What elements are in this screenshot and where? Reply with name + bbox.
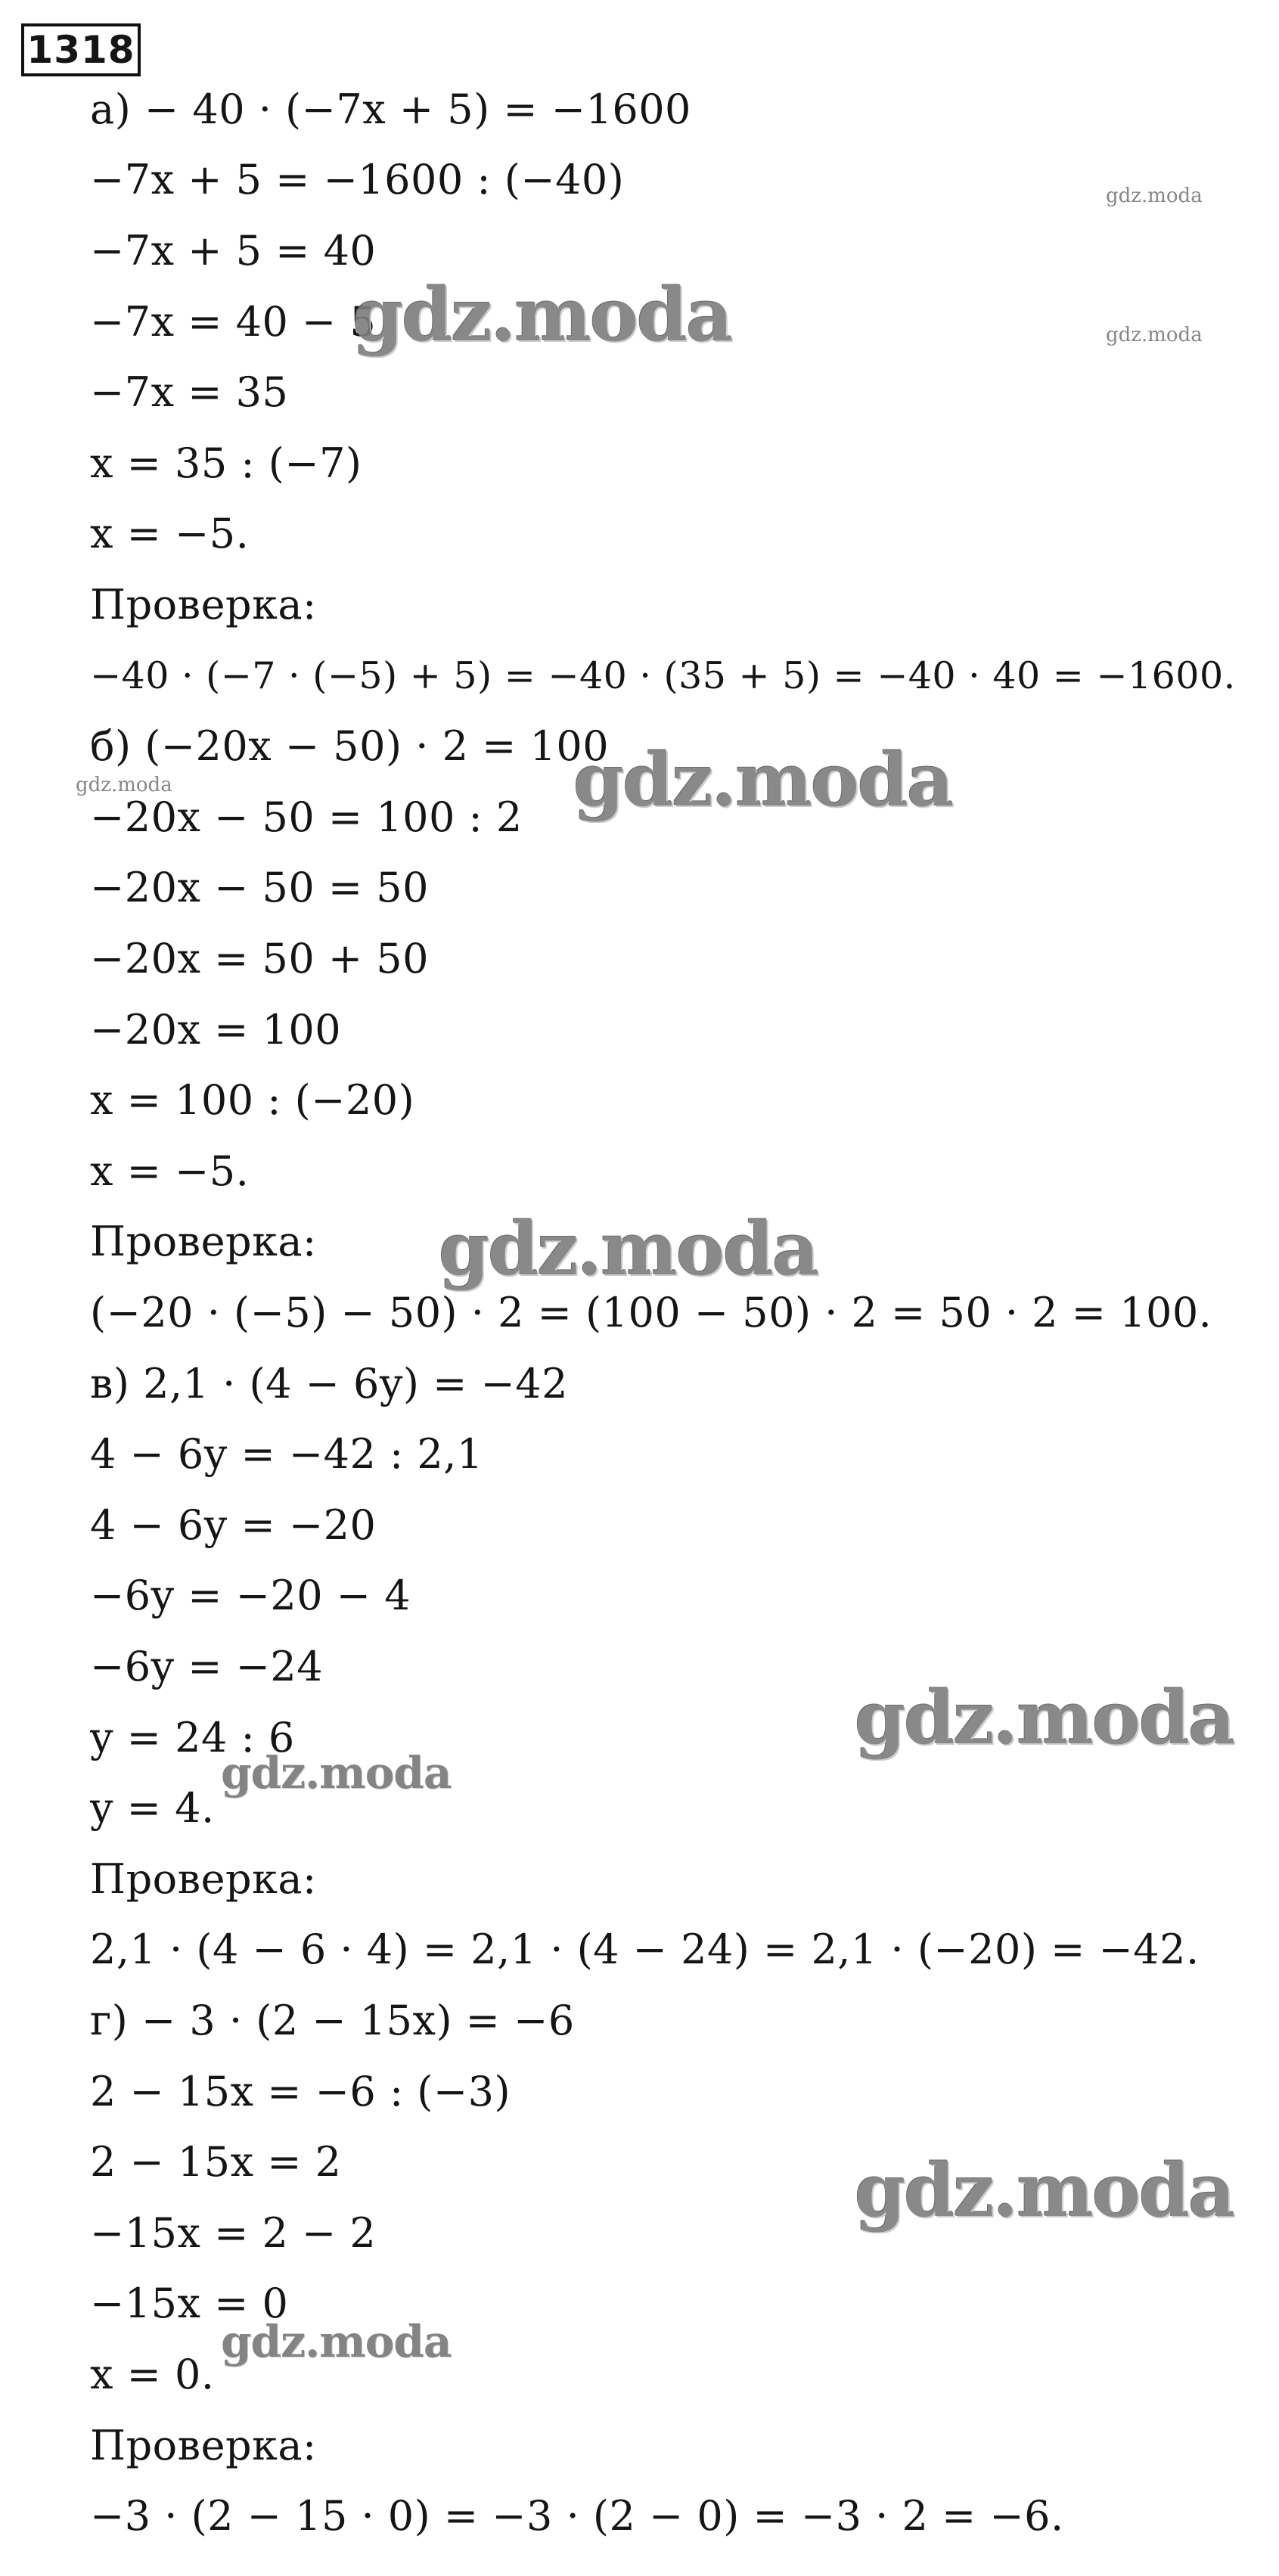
check-heading: Проверка: [90, 1855, 317, 1903]
solution-line: y = 24 : 6 [90, 1714, 295, 1761]
solution-line: 2 − 15x = −6 : (−3) [90, 2068, 511, 2115]
watermark: gdz.moda [352, 272, 732, 358]
solution-line: −6y = −24 [90, 1643, 324, 1690]
solution-line: x = 0. [90, 2351, 215, 2398]
check-line: −40 · (−7 · (−5) + 5) = −40 · (35 + 5) = −40 · 40 = −1600. [90, 654, 1236, 697]
watermark: gdz.moda [855, 2148, 1234, 2233]
check-heading: Проверка: [90, 1218, 317, 1265]
solution-line: б) (−20x − 50) · 2 = 100 [90, 722, 610, 770]
watermark: gdz.moda [1106, 324, 1203, 346]
solution-line: −7x + 5 = −1600 : (−40) [90, 156, 625, 203]
solution-line: 2 − 15x = 2 [90, 2138, 342, 2186]
solution-line: −15x = 0 [90, 2280, 289, 2327]
watermark: gdz.moda [1106, 185, 1203, 207]
watermark: gdz.moda [221, 2316, 452, 2367]
solution-line: а) − 40 · (−7x + 5) = −1600 [90, 85, 691, 133]
watermark: gdz.moda [855, 1675, 1234, 1761]
solution-line: г) − 3 · (2 − 15x) = −6 [90, 1997, 575, 2044]
solution-line: −7x = 40 − 5 [90, 298, 377, 346]
solution-line: −20x − 50 = 100 : 2 [90, 793, 523, 841]
check-line: 2,1 · (4 − 6 · 4) = 2,1 · (4 − 24) = 2,1 · (−20) = −42. [90, 1926, 1200, 1973]
solution-line: 4 − 6y = −42 : 2,1 [90, 1430, 483, 1478]
solution-line: −7x = 35 [90, 368, 289, 416]
problem-number: 1318 [21, 23, 141, 76]
solution-line: −20x = 100 [90, 1006, 342, 1054]
solution-line: x = 35 : (−7) [90, 439, 362, 487]
solution-line: x = 100 : (−20) [90, 1076, 415, 1124]
solution-line: 4 − 6y = −20 [90, 1501, 377, 1549]
solution-line: −7x + 5 = 40 [90, 227, 377, 275]
solution-line: −20x − 50 = 50 [90, 864, 429, 911]
solution-line: x = −5. [90, 510, 250, 557]
watermark: gdz.moda [573, 737, 953, 823]
solution-line: y = 4. [90, 1784, 215, 1832]
watermark: gdz.moda [221, 1747, 452, 1799]
solution-line: −15x = 2 − 2 [90, 2209, 377, 2257]
solution-line: −20x = 50 + 50 [90, 935, 429, 982]
watermark: gdz.moda [76, 774, 172, 796]
check-heading: Проверка: [90, 2422, 317, 2469]
solution-line: в) 2,1 · (4 − 6y) = −42 [90, 1360, 568, 1407]
check-line: (−20 · (−5) − 50) · 2 = (100 − 50) · 2 = 50 · 2 = 100. [90, 1289, 1212, 1336]
watermark: gdz.moda [439, 1206, 818, 1292]
solution-line: −6y = −20 − 4 [90, 1572, 411, 1619]
check-heading: Проверка: [90, 581, 317, 628]
check-line: −3 · (2 − 15 · 0) = −3 · (2 − 0) = −3 · 2 = −6. [90, 2492, 1064, 2540]
solution-line: x = −5. [90, 1147, 250, 1195]
